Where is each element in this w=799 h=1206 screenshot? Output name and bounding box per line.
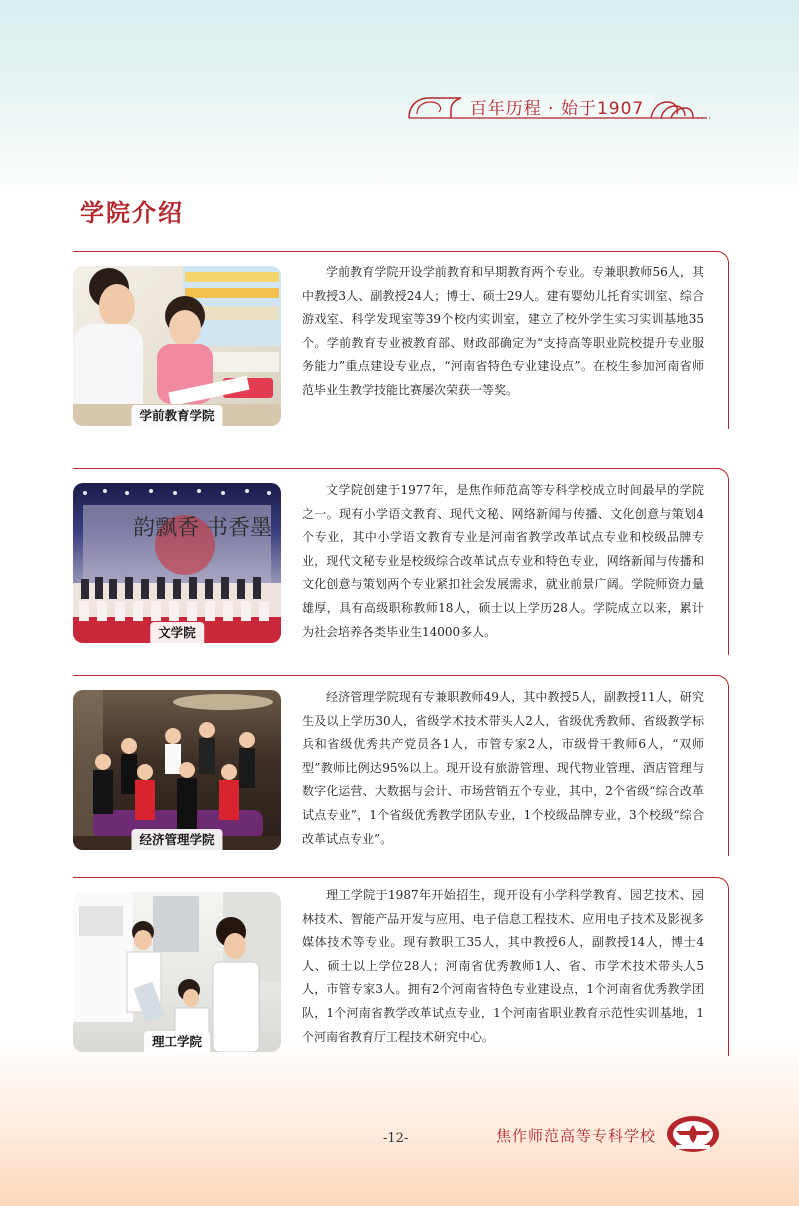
college-description: 经济管理学院现有专兼职教师49人，其中教授5人，副教授11人，研究生及以上学历30人，省级学术技术带头人2人，省级优秀教师、省级教学标兵和省级优秀共产党员各1人，市管专家2人，市级骨干教师6人，“双师型”教师比例达95%以上。现开设有旅游管理、现代物业管理、酒店管理与数字化运营、大数据与会计、市场营销五个专业，其中，2个省级“综合改革试点专业”，1个省级优秀教学团队专业，1个校级品牌专业，3个校级“综合改革试点专业”。 <box>302 690 704 846</box>
lab-photo-icon <box>73 892 281 1052</box>
page-number: -12- <box>383 1131 409 1146</box>
college-description: 理工学院于1987年开始招生，现开设有小学科学教育、园艺技术、园林技术、智能产品开发与应用、电子信息工程技术、应用电子技术及影视多媒体技术等专业。现有教职工35人，其中教授6人，副教授14人，博士4人、硕士以上学位28人；河南省优秀教师1人、省、市学术技术带头人5人，市管专家3人。拥有2个河南省特色专业建设点，1个河南省优秀教学团队，1个河南省教学改革试点专业，1个河南省职业教育示范性实训基地，1个河南省教育厅工程技术研究中心。 <box>302 888 704 1044</box>
college-card <box>73 877 730 1055</box>
photo-label: 经济管理学院 <box>131 829 222 850</box>
college-photo <box>73 483 281 643</box>
college-card <box>73 675 730 855</box>
stage-photo-icon <box>73 483 281 643</box>
college-card <box>73 251 730 428</box>
banner-text: 韵飘香 书香墨 <box>133 516 272 541</box>
college-photo <box>73 690 281 850</box>
header-banner <box>405 92 710 124</box>
school-logo-icon <box>666 1115 720 1157</box>
college-description: 学前教育学院开设学前教育和早期教育两个专业。专兼职教师56人，其中教授3人、副教授24人；博士、硕士29人。建有婴幼儿托育实训室、综合游戏室、科学发现室等39个校内实训室，建立了校外学生实习实训基地35个。学前教育专业被教育部、财政部确定为“支持高等职业院校提升专业服务能力”重点建设专业点，“河南省特色专业建设点”。在校生参加河南省师范毕业生教学技能比赛屡次荣获一等奖。 <box>302 265 704 397</box>
preschool-photo-icon <box>73 266 281 426</box>
photo-label: 学前教育学院 <box>131 405 222 426</box>
college-card <box>73 468 730 654</box>
hospitality-photo-icon <box>73 690 281 850</box>
section-title: 学院介绍 <box>80 198 184 227</box>
photo-label: 文学院 <box>150 622 204 643</box>
college-photo <box>73 892 281 1052</box>
photo-label: 理工学院 <box>144 1031 210 1052</box>
header-title: 百年历程 · 始于1907 <box>469 99 645 119</box>
footer-school-name: 焦作师范高等专科学校 <box>496 1127 657 1145</box>
college-photo <box>73 266 281 426</box>
college-description: 文学院创建于1977年，是焦作师范高等专科学校成立时间最早的学院之一。现有小学语文教育、现代文秘、网络新闻与传播、文化创意与策划4个专业，其中小学语文教育专业是河南省教学改革试点专业和校级品牌专业，现代文秘专业是校级综合改革试点专业和特色专业，网络新闻与传播和文化创意与策划两个专业紧扣社会发展需求，就业前景广阔。学院师资力量雄厚，具有高级职称教师18人，硕士以上学历28人。学院成立以来，累计为社会培养各类毕业生14000多人。 <box>302 483 704 639</box>
